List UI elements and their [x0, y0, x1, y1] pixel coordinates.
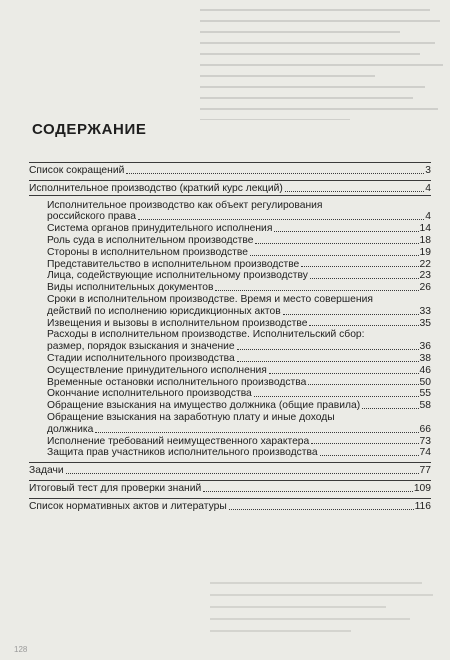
page-number: 36 — [419, 341, 431, 353]
toc-subentry: Система органов принудительного исполнения 14 — [47, 223, 431, 235]
page-number: 74 — [419, 447, 431, 459]
toc-subentry-line: Сроки в исполнительном производстве. Время и место совершения — [47, 293, 373, 305]
dot-leader — [237, 349, 419, 350]
page-number: 4 — [425, 211, 431, 223]
page-folio-number: 128 — [14, 645, 28, 654]
toc-entry-bibliography: Список нормативных актов и литературы 116 — [29, 498, 431, 513]
dot-leader — [320, 455, 419, 456]
dot-leader — [255, 243, 418, 244]
page-number: 50 — [419, 376, 431, 388]
toc-entry-final-test: Итоговый тест для проверки знаний 109 — [29, 480, 431, 495]
toc-subentry: Временные остановки исполнительного производства 50 — [47, 376, 431, 388]
page-number: 33 — [419, 305, 431, 317]
page-number: 46 — [419, 364, 431, 376]
toc-subentry: должника 66 — [47, 423, 431, 435]
dot-leader — [310, 278, 419, 279]
page-number: 19 — [419, 246, 431, 258]
dot-leader — [126, 173, 424, 174]
dot-leader — [301, 266, 418, 267]
page-number: 58 — [419, 400, 431, 412]
toc-subentry: Осуществление принудительного исполнения 46 — [47, 364, 431, 376]
page-number: 55 — [419, 388, 431, 400]
page-number: 18 — [419, 234, 431, 246]
toc-subentry: Стороны в исполнительном производстве 19 — [47, 246, 431, 258]
dot-leader — [138, 219, 424, 220]
dot-leader — [215, 290, 418, 291]
page-number: 73 — [419, 435, 431, 447]
dot-leader — [283, 314, 419, 315]
dot-leader — [95, 432, 418, 433]
dot-leader — [229, 509, 414, 510]
page-number: 22 — [419, 258, 431, 270]
toc-entry-lectures: Исполнительное производство (краткий курс лекций) 4 — [29, 180, 431, 195]
toc-subentry-line: Исполнительное производство как объект регулирования — [47, 199, 323, 211]
toc-subentry: Окончание исполнительного производства 55 — [47, 388, 431, 400]
dot-leader — [362, 408, 418, 409]
dot-leader — [311, 443, 418, 444]
dot-leader — [254, 396, 419, 397]
dot-leader — [309, 325, 418, 326]
toc-subentry-line: Расходы в исполнительном производстве. Исполнительский сбор: — [47, 329, 365, 341]
toc-subentry: размер, порядок взыскания и значение 36 — [47, 341, 431, 353]
page-number: 77 — [419, 465, 431, 477]
toc-subentry: действий по исполнению юрисдикционных актов 33 — [47, 305, 431, 317]
page-number: 4 — [425, 182, 431, 194]
page-number: 14 — [419, 223, 431, 235]
page-number: 26 — [419, 282, 431, 294]
dot-leader — [66, 473, 419, 474]
toc-subentry: Обращение взыскания на имущество должника (общие правила) 58 — [47, 400, 431, 412]
page-number: 23 — [419, 270, 431, 282]
dot-leader — [203, 491, 413, 492]
dot-leader — [237, 361, 419, 362]
bleed-through-text-bottom — [210, 572, 445, 632]
page-number: 3 — [425, 165, 431, 176]
bleed-through-text-top — [200, 0, 450, 120]
toc-subentry: российского права 4 — [47, 211, 431, 223]
toc-subentry: Представительство в исполнительном производстве 22 — [47, 258, 431, 270]
page-number: 116 — [414, 500, 431, 512]
toc-subentry: Защита прав участников исполнительного производства 74 — [47, 447, 431, 459]
page-title: СОДЕРЖАНИЕ — [32, 121, 147, 138]
toc-subentry: Виды исполнительных документов 26 — [47, 282, 431, 294]
dot-leader — [269, 373, 419, 374]
dot-leader — [274, 231, 418, 232]
page-number: 38 — [419, 352, 431, 364]
toc-subsection-list — [29, 195, 431, 460]
toc-subentry: Стадии исполнительного производства 38 — [47, 352, 431, 364]
toc-entry-tasks: Задачи 77 — [29, 462, 431, 477]
toc-subentry: Исполнение требований неимущественного характера 73 — [47, 435, 431, 447]
dot-leader — [285, 191, 424, 192]
dot-leader — [250, 255, 419, 256]
toc-entry-abbreviations: Список сокращений 3 — [29, 162, 431, 177]
toc-subentry: Извещения и вызовы в исполнительном производстве 35 — [47, 317, 431, 329]
toc-subentry: Лица, содействующие исполнительному производству 23 — [47, 270, 431, 282]
toc-subentry: Роль суда в исполнительном производстве 18 — [47, 234, 431, 246]
toc-subentry-line: Обращение взыскания на заработную плату и иные доходы — [47, 411, 335, 423]
page-number: 35 — [419, 317, 431, 329]
page-number: 109 — [413, 482, 431, 494]
table-of-contents — [29, 162, 431, 513]
page-number: 66 — [419, 423, 431, 435]
dot-leader — [308, 384, 418, 385]
